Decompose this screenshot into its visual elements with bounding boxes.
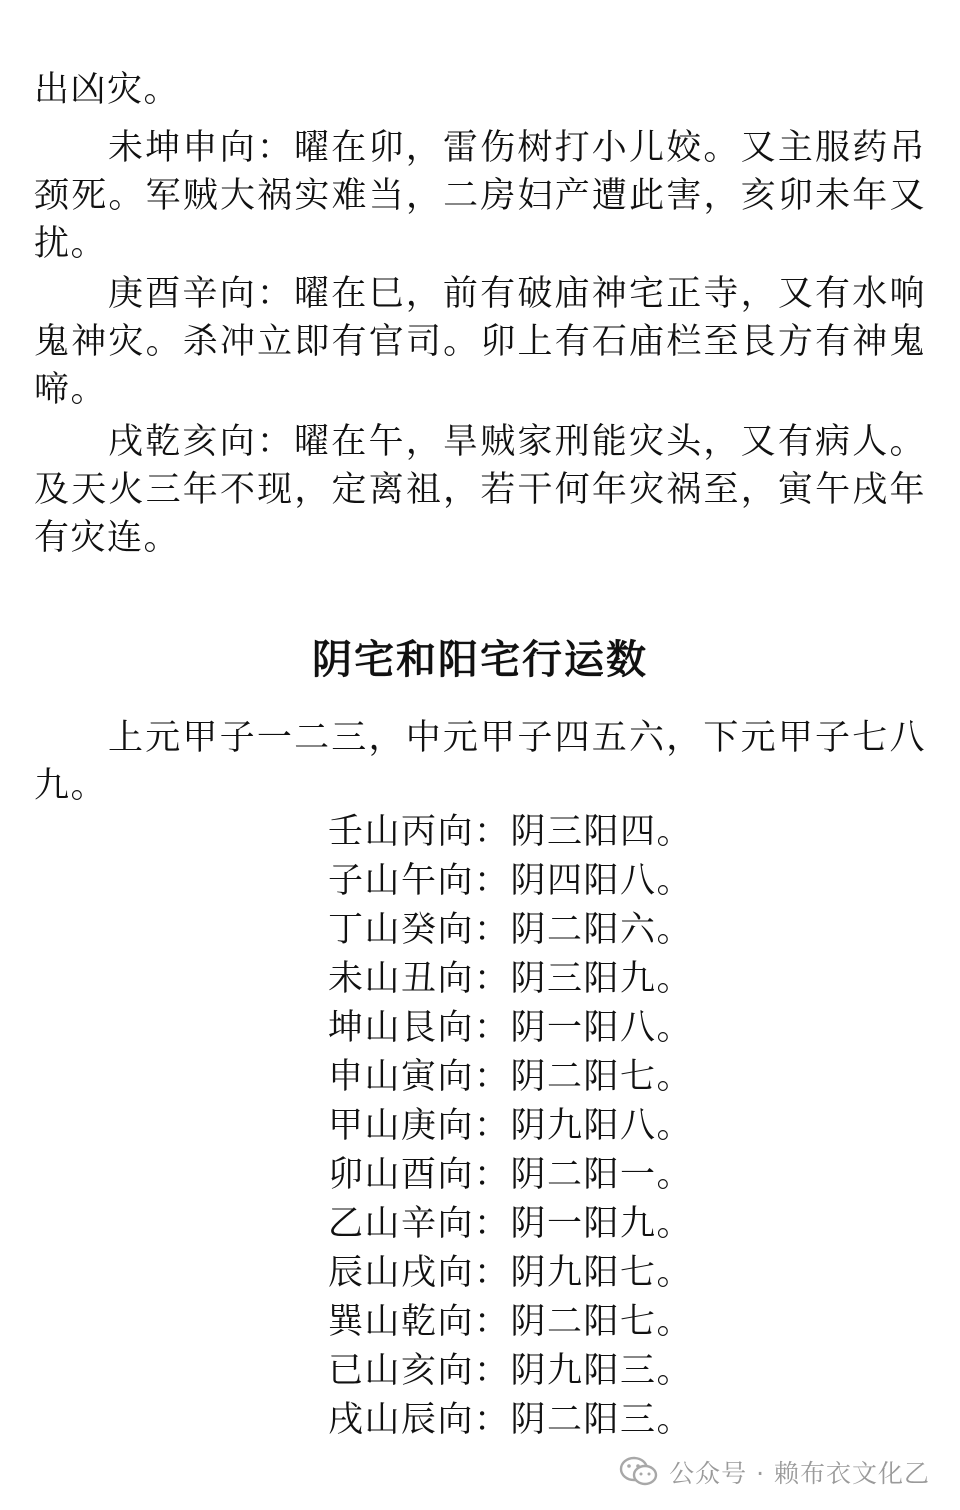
fortune-number-list	[328, 808, 748, 1445]
list-item: 申山寅向：阴二阳七。	[328, 1057, 694, 1097]
list-item: 子山午向：阴四阳八。	[328, 861, 694, 901]
list-item: 壬山丙向：阴三阳四。	[328, 812, 694, 852]
list-item: 已山亥向：阴九阳三。	[328, 1351, 694, 1391]
list-item: 卯山酉向：阴二阳一。	[328, 1155, 694, 1195]
list-item: 巽山乾向：阴二阳七。	[328, 1302, 694, 1342]
list-item: 辰山戌向：阴九阳七。	[328, 1253, 694, 1293]
list-item: 坤山艮向：阴一阳八。	[328, 1008, 694, 1048]
list-item: 乙山辛向：阴一阳九。	[328, 1204, 694, 1244]
paragraph-wei-kun-shen: 未坤申向：曜在卯，雷伤树打小儿姣。又主服药吊颈死。军贼大祸实难当，二房妇产遭此害，亥卯未年又扰。	[34, 128, 926, 264]
paragraph-geng-you-xin: 庚酉辛向：曜在巳，前有破庙神宅正寺，又有水响鬼神灾。杀冲立即有官司。卯上有石庙栏至艮方有神鬼啼。	[34, 274, 926, 410]
list-item: 甲山庚向：阴九阳八。	[328, 1106, 694, 1146]
list-item: 戌山辰向：阴二阳三。	[328, 1400, 694, 1440]
section-heading: 阴宅和阳宅行运数	[312, 637, 648, 683]
watermark	[619, 1452, 930, 1492]
wechat-icon	[619, 1456, 659, 1488]
list-item: 丁山癸向：阴二阳六。	[328, 910, 694, 950]
paragraph-continuation: 出凶灾。	[34, 70, 181, 110]
paragraph-xu-qian-hai: 戌乾亥向：曜在午，旱贼家刑能灾头，又有病人。及天火三年不现，定离祖，若干何年灾祸至，寅午戌年有灾连。	[34, 422, 926, 558]
list-item: 未山丑向：阴三阳九。	[328, 959, 694, 999]
watermark-text: 公众号 · 赖布衣文化乙	[669, 1459, 930, 1488]
intro-paragraph: 上元甲子一二三，中元甲子四五六，下元甲子七八九。	[34, 718, 926, 806]
